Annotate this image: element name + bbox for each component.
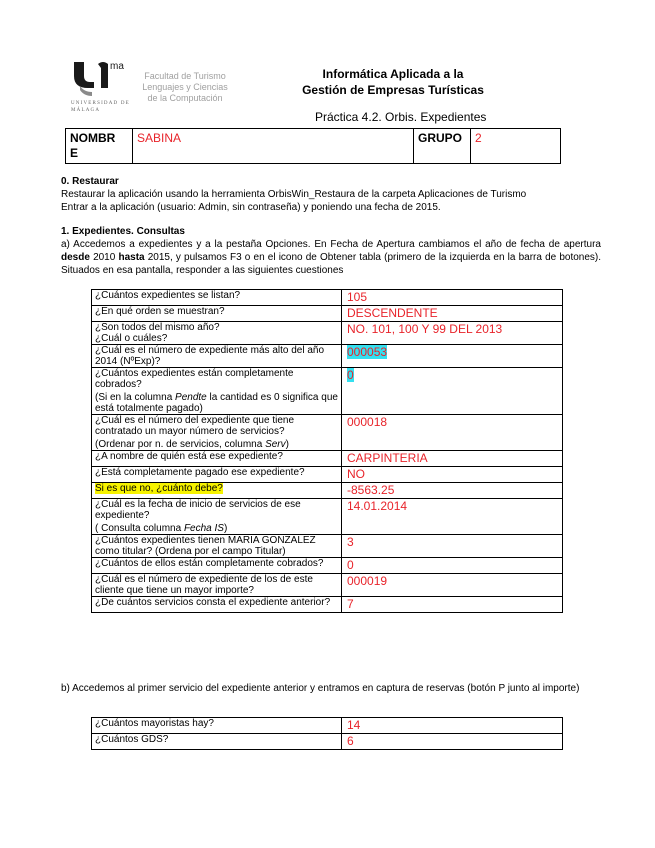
question-cell — [92, 290, 342, 306]
note-text: (Si en la columna — [95, 392, 176, 403]
name-value: SABINA — [133, 129, 414, 164]
answer-cell — [342, 467, 563, 483]
answer-cell — [342, 574, 563, 597]
group-label: GRUPO — [414, 129, 471, 164]
answer-cell — [342, 718, 563, 734]
answer-text: -8563.25 — [347, 483, 395, 497]
paragraph: Entrar a la aplicación (usuario: Admin, sin contraseña) y poniendo una fecha de 2015. — [61, 202, 441, 213]
paragraph: Restaurar la aplicación usando la herramienta OrbisWin_Restaura de la carpeta Aplicaciones de Turismo — [61, 189, 527, 200]
answer-text: 000053 — [347, 345, 388, 359]
question-cell — [92, 451, 342, 467]
table-row — [92, 483, 563, 499]
question-text: ¿Cuántos expedientes tienen MARIA GONZALEZ como titular? (Ordena por el campo Titular) — [95, 535, 316, 557]
note-text: la cantidad es 0 significa que está totalmente pagado) — [95, 392, 338, 414]
question-text: Si es que no, ¿cuánto debe? — [95, 483, 223, 494]
table-row — [92, 368, 563, 415]
answer-cell — [342, 368, 563, 415]
answer-text: 0 — [347, 368, 354, 382]
question-cell — [92, 306, 342, 322]
question-cell — [92, 415, 342, 451]
table-row — [92, 558, 563, 574]
note-emphasis: Pendte — [175, 392, 207, 403]
table-row — [92, 718, 563, 734]
student-table — [65, 128, 561, 164]
answer-cell — [342, 483, 563, 499]
answer-text: NO. 101, 100 Y 99 DEL 2013 — [347, 322, 503, 336]
paragraph: a) Accedemos a expedientes y a la pestaña Opciones. En Fecha de Apertura cambiamos el año de fecha de apertura desde 2010 hasta 2015, y pulsamos F3 o en el icono de Obtener tabla (primero de la izquierda en la barra de botones). Situados en esa pantalla, responder a las siguientes cuestiones — [61, 239, 602, 276]
answer-cell — [342, 499, 563, 535]
note-text: ( Consulta columna — [95, 523, 184, 534]
section-restore — [61, 175, 601, 214]
table-row — [92, 306, 563, 322]
question-text: ¿Cuál o cuáles? — [95, 333, 168, 344]
question-text: ¿Cuántos expedientes están completamente cobrados? — [95, 368, 294, 390]
answer-text: 3 — [347, 535, 354, 549]
question-text: ¿Cuál es la fecha de inicio de servicios de ese expediente? — [95, 499, 301, 521]
question-cell — [92, 467, 342, 483]
question-cell — [92, 499, 342, 535]
question-text: ¿Cuántos mayoristas hay? — [95, 718, 214, 729]
answer-text: 14.01.2014 — [347, 499, 408, 513]
answer-cell — [342, 345, 563, 368]
question-cell — [92, 558, 342, 574]
answer-cell — [342, 558, 563, 574]
table-row — [92, 597, 563, 613]
question-note — [95, 439, 338, 450]
question-text: ¿De cuántos servicios consta el expediente anterior? — [95, 597, 331, 608]
table-row — [92, 535, 563, 558]
answer-cell — [342, 322, 563, 345]
answer-text: NO — [347, 467, 365, 481]
question-cell — [92, 483, 342, 499]
answer-text: 7 — [347, 597, 354, 611]
question-note — [95, 392, 338, 414]
answer-text: 000019 — [347, 574, 388, 588]
question-cell — [92, 718, 342, 734]
note-text: (Ordenar por n. de servicios, columna — [95, 439, 266, 450]
question-cell — [92, 597, 342, 613]
table-row — [92, 345, 563, 368]
answer-cell — [342, 415, 563, 451]
answer-cell — [342, 451, 563, 467]
note-emphasis: Serv — [265, 439, 286, 450]
section-b: b) Accedemos al primer servicio del expediente anterior y entramos en captura de reservas (botón P junto al importe) — [61, 683, 580, 694]
table-row — [92, 499, 563, 535]
table-row — [92, 290, 563, 306]
group-value: 2 — [471, 129, 561, 164]
question-text: ¿Cuál es el número de expediente de los de este cliente que tiene un mayor importe? — [95, 574, 313, 596]
answer-cell — [342, 290, 563, 306]
answer-cell — [342, 597, 563, 613]
answer-cell — [342, 734, 563, 750]
svg-text:ma: ma — [110, 61, 124, 72]
question-text: ¿Son todos del mismo año? — [95, 322, 220, 333]
question-text: ¿Cuántos expedientes se listan? — [95, 290, 241, 301]
question-cell — [92, 734, 342, 750]
questions-table — [91, 289, 563, 613]
note-text: ) — [223, 523, 228, 534]
name-label: NOMBRE — [66, 129, 133, 164]
questions-table-b — [91, 717, 563, 750]
question-text: ¿Está completamente pagado ese expediente? — [95, 467, 305, 478]
university-name: UNIVERSIDAD DE MÁLAGA — [71, 101, 130, 113]
question-text: ¿A nombre de quién está ese expediente? — [95, 451, 283, 462]
table-row — [92, 415, 563, 451]
answer-text: CARPINTERIA — [347, 451, 428, 465]
answer-text: 14 — [347, 718, 361, 732]
question-cell — [92, 368, 342, 415]
answer-text: 105 — [347, 290, 368, 304]
answer-cell — [342, 535, 563, 558]
question-cell — [92, 535, 342, 558]
question-text: ¿Cuál es el número del expediente que tiene contratado un mayor número de servicios? — [95, 415, 295, 437]
question-cell — [92, 322, 342, 345]
table-row — [92, 574, 563, 597]
table-row — [92, 467, 563, 483]
document-title: Informática Aplicada a la Gestión de Empresas Turísticas — [302, 67, 484, 97]
question-text: ¿Cuántos de ellos están completamente cobrados? — [95, 558, 324, 569]
answer-cell — [342, 306, 563, 322]
question-cell — [92, 574, 342, 597]
answer-text: 0 — [347, 558, 354, 572]
question-text: ¿Cuántos GDS? — [95, 734, 169, 745]
question-cell — [92, 345, 342, 368]
question-text: ¿En qué orden se muestran? — [95, 306, 225, 317]
practice-title: Práctica 4.2. Orbis. Expedientes — [315, 110, 487, 124]
faculty-name: Facultad de Turismo Lenguajes y Ciencias de la Computación — [142, 71, 228, 103]
section-heading: 1. Expedientes. Consultas — [61, 226, 185, 237]
question-note — [95, 523, 338, 534]
section-heading: 0. Restaurar — [61, 176, 119, 187]
section-queries — [61, 225, 601, 277]
answer-text: 6 — [347, 734, 354, 748]
table-row — [92, 734, 563, 750]
table-row — [92, 322, 563, 345]
table-row — [92, 451, 563, 467]
note-emphasis: Fecha IS — [183, 523, 224, 534]
note-text: ) — [285, 439, 289, 450]
answer-text: DESCENDENTE — [347, 306, 438, 320]
question-text: ¿Cuál es el número de expediente más alto del año 2014 (NºExp)? — [95, 345, 325, 367]
answer-text: 000018 — [347, 415, 388, 429]
